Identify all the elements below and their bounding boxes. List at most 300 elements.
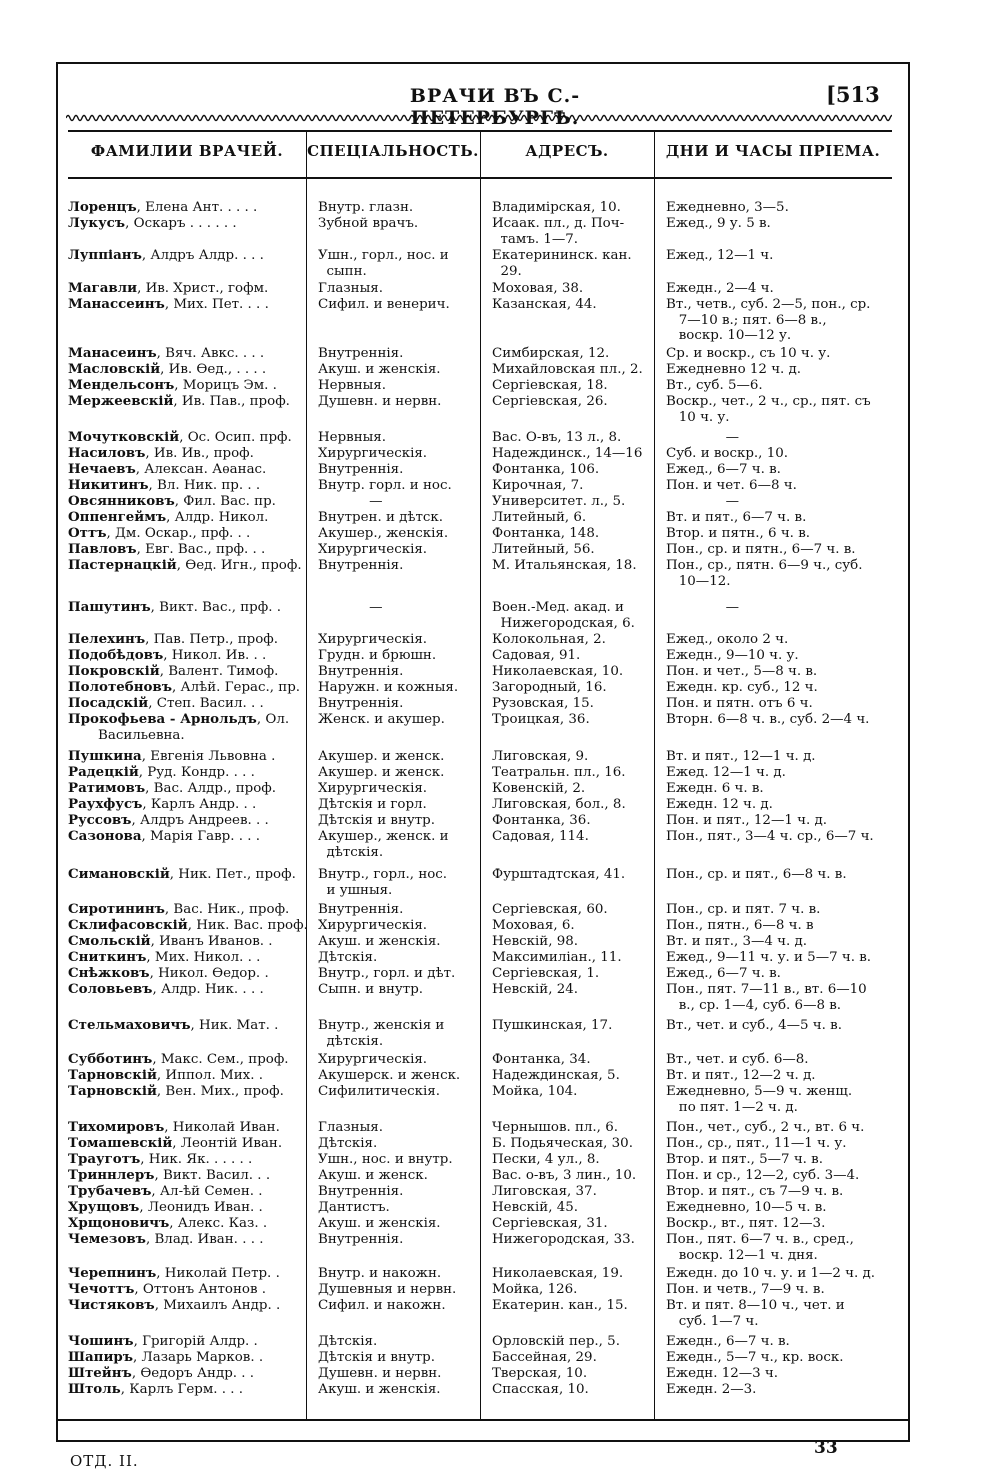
address-line: Фонтанка, 34. — [492, 1052, 591, 1067]
doctor-name — [68, 542, 304, 558]
hours-cell — [666, 680, 898, 696]
doctor-name — [68, 1366, 304, 1382]
address-cell — [492, 346, 652, 362]
doctor-name — [68, 462, 304, 478]
address-line: Фурштадтская, 41. — [492, 867, 626, 882]
address-line: Сергіевская, 1. — [492, 966, 600, 981]
hours-line: Пон. и чет., 5—8 ч. в. — [666, 664, 818, 679]
address-line: Сергіевская, 18. — [492, 378, 608, 393]
column-header-specialty: СПЕЦІАЛЬНОСТЬ. — [307, 142, 479, 160]
address-line: Пески, 4 ул., 8. — [492, 1152, 600, 1167]
specialty-line: Хирургическія. — [318, 781, 428, 796]
hours-line: Вт. и пят., 3—4 ч. д. — [666, 934, 808, 949]
doctor-surname: Триннлеръ — [68, 1167, 155, 1183]
doctor-initials: , Алѣй. Герас., пр. — [172, 680, 301, 695]
address-cell — [492, 918, 652, 934]
hours-line: Пон., пятн., 6—8 ч. в — [666, 918, 814, 933]
hours-line: Ежедн., 6—7 ч. в. — [666, 1334, 790, 1349]
specialty-line: Сифилитическія. — [318, 1084, 440, 1099]
specialty-line: Сыпн. и внутр. — [318, 982, 424, 997]
doctor-surname: Мендельсонъ — [68, 377, 175, 393]
hours-cell — [666, 950, 898, 966]
specialty-cell — [318, 478, 478, 494]
hours-cell — [666, 478, 898, 494]
specialty-cell — [318, 462, 478, 478]
address-cell — [492, 934, 652, 950]
doctor-surname: Оппенгеймъ — [68, 509, 167, 525]
doctor-name — [68, 1068, 304, 1084]
address-cell — [492, 1152, 652, 1168]
hours-cell — [666, 248, 898, 264]
doctor-surname: Сазонова — [68, 828, 142, 844]
address-cell — [492, 813, 652, 829]
address-cell — [492, 781, 652, 797]
doctor-name — [68, 1152, 304, 1168]
address-line: Театральн. пл., 16. — [492, 765, 626, 780]
address-line: Михайловская пл., 2. — [492, 362, 643, 377]
address-line: Владимірская, 10. — [492, 200, 621, 215]
doctor-name — [68, 600, 304, 616]
address-cell — [492, 632, 652, 648]
hours-line: Ежед., 9—11 ч. у. и 5—7 ч. в. — [666, 950, 872, 965]
hours-cell — [666, 542, 898, 558]
specialty-cell — [318, 813, 478, 829]
address-cell — [492, 950, 652, 966]
hours-line: воскр. 12—1 ч. дня. — [666, 1247, 818, 1263]
doctor-name — [68, 1282, 304, 1298]
doctor-name — [68, 430, 304, 446]
address-line: Рузовская, 15. — [492, 696, 594, 711]
doctor-surname: Нечаевъ — [68, 461, 136, 477]
hours-cell — [666, 446, 898, 462]
address-cell — [492, 478, 652, 494]
doctor-name — [68, 1266, 304, 1282]
hours-cell — [666, 1084, 898, 1115]
address-line: Мойка, 126. — [492, 1282, 578, 1297]
hours-line: Пон. и ср., 12—2, суб. 3—4. — [666, 1168, 860, 1183]
specialty-cell — [318, 867, 478, 898]
address-cell — [492, 378, 652, 394]
hours-line: Пон., ср. и пятн., 6—7 ч. в. — [666, 542, 856, 557]
address-cell — [492, 1216, 652, 1232]
address-cell — [492, 765, 652, 781]
hours-line: — — [666, 494, 739, 509]
specialty-cell — [318, 281, 478, 297]
doctor-name — [68, 478, 304, 494]
address-cell — [492, 430, 652, 446]
specialty-cell — [318, 680, 478, 696]
specialty-cell — [318, 950, 478, 966]
specialty-line: Ушн., нос. и внутр. — [318, 1152, 453, 1167]
specialty-cell — [318, 1168, 478, 1184]
address-cell — [492, 526, 652, 542]
specialty-cell — [318, 1334, 478, 1350]
specialty-line: Дѣтскія и внутр. — [318, 813, 435, 828]
doctor-initials: , Лазарь Марков. . — [133, 1350, 264, 1365]
doctor-name — [68, 917, 308, 934]
hours-line: Вт., четв., суб. 2—5, пон., ср. — [666, 297, 871, 312]
hours-cell — [666, 494, 898, 510]
specialty-cell — [318, 966, 478, 982]
doctor-name — [68, 558, 304, 574]
specialty-line: Душевн. и нервн. — [318, 394, 442, 409]
hours-cell — [666, 696, 898, 712]
address-line: Фонтанка, 36. — [492, 813, 591, 828]
hours-line: Ср. и воскр., съ 10 ч. у. — [666, 346, 831, 361]
address-line: Симбирская, 12. — [492, 346, 610, 361]
doctor-name — [68, 1216, 304, 1232]
address-line: Моховая, 6. — [492, 918, 575, 933]
doctor-initials: , Викт. Вас., прф. . — [150, 600, 282, 615]
doctor-surname: Томашевскій — [68, 1135, 173, 1151]
specialty-cell — [318, 1084, 478, 1100]
specialty-cell — [318, 1282, 478, 1298]
specialty-cell — [318, 558, 478, 574]
doctor-surname: Манасеинъ — [68, 345, 157, 361]
doctor-name — [68, 394, 304, 410]
address-cell — [492, 867, 652, 883]
doctor-initials: , Валент. Тимоф. — [159, 664, 279, 679]
specialty-cell — [318, 797, 478, 813]
hours-line: по пят. 1—2 ч. д. — [666, 1099, 798, 1115]
doctor-surname: Трубачевъ — [68, 1183, 152, 1199]
specialty-cell — [318, 781, 478, 797]
hours-line: — — [666, 430, 739, 445]
address-cell — [492, 494, 652, 510]
address-line: Сергіевская, 31. — [492, 1216, 608, 1231]
doctor-name — [68, 867, 304, 883]
doctor-surname: Овсянниковъ — [68, 493, 175, 509]
doctor-surname: Чистяковъ — [68, 1297, 155, 1313]
specialty-line: Хирургическія. — [318, 446, 428, 461]
specialty-cell — [318, 1350, 478, 1366]
address-cell — [492, 510, 652, 526]
doctor-name — [68, 1168, 304, 1184]
doctor-name — [68, 1052, 304, 1068]
hours-cell — [666, 982, 898, 1013]
address-line: Сергіевская, 60. — [492, 902, 608, 917]
address-line: Литейный, 56. — [492, 542, 595, 557]
address-line: Садовая, 114. — [492, 829, 589, 844]
doctor-surname: Лукусъ — [68, 215, 126, 231]
specialty-cell — [318, 1052, 478, 1068]
address-line: М. Итальянская, 18. — [492, 558, 637, 573]
doctor-name — [68, 781, 304, 797]
specialty-cell — [318, 1200, 478, 1216]
doctor-name — [68, 749, 304, 765]
specialty-line: Дантистъ. — [318, 1200, 390, 1215]
address-line: Моховая, 38. — [492, 281, 584, 296]
doctor-surname: Хрущовъ — [68, 1199, 140, 1215]
hours-line: Ежедн. 2—3. — [666, 1382, 757, 1397]
hours-line: Ежедневно, 3—5. — [666, 200, 789, 215]
specialty-cell — [318, 829, 478, 860]
address-cell — [492, 1282, 652, 1298]
address-cell — [492, 829, 652, 845]
address-line: Невскій, 24. — [492, 982, 579, 997]
address-cell — [492, 696, 652, 712]
doctor-surname: Павловъ — [68, 541, 137, 557]
address-line: Лиговская, 37. — [492, 1184, 597, 1199]
hours-line: Ежедн. 6 ч. в. — [666, 781, 764, 796]
specialty-line: Душевныя и нервн. — [318, 1282, 457, 1297]
hours-cell — [666, 1068, 898, 1084]
doctor-surname: Пастернацкій — [68, 557, 177, 573]
specialty-cell — [318, 1018, 478, 1049]
address-line: тамъ. 1—7. — [492, 231, 579, 247]
address-cell — [492, 1350, 652, 1366]
doctor-initials: , Оттонъ Антонов . — [134, 1282, 267, 1297]
doctor-name — [68, 1232, 304, 1248]
specialty-cell — [318, 1366, 478, 1382]
address-line: Троицкая, 36. — [492, 712, 590, 727]
specialty-line: Внутр., женскія и — [318, 1018, 445, 1033]
hours-line: в., ср. 1—4, суб. 6—8 в. — [666, 997, 842, 1013]
doctor-initials: , Алдръ Алдр. . . . — [141, 248, 264, 263]
doctor-name — [68, 1382, 304, 1398]
address-cell — [492, 966, 652, 982]
address-cell — [492, 1084, 652, 1100]
doctor-initials: , Ѳед. Игн., проф. — [176, 558, 302, 573]
hours-cell — [666, 1298, 898, 1329]
doctor-name — [68, 680, 304, 696]
doctor-surname: Мержеевскій — [68, 393, 174, 409]
doctor-name — [68, 934, 304, 950]
doctor-name — [68, 902, 304, 918]
hours-line: 7—10 в.; пят. 6—8 в., — [666, 312, 827, 328]
doctor-name — [68, 216, 304, 232]
hours-cell — [666, 297, 898, 344]
hours-line: Ежедневно 12 ч. д. — [666, 362, 802, 377]
doctor-surname: Черепнинъ — [68, 1265, 157, 1281]
doctor-initials: , Морицъ Эм. . — [174, 378, 277, 393]
doctor-initials: , Григорій Алдр. . — [133, 1334, 258, 1349]
address-cell — [492, 248, 652, 279]
hours-line: Ежедн. 12 ч. д. — [666, 797, 773, 812]
doctor-name — [68, 982, 304, 998]
hours-line: Ежедн. 12—3 ч. — [666, 1366, 779, 1381]
hours-cell — [666, 934, 898, 950]
specialty-line: Дѣтскія. — [318, 1334, 378, 1349]
hours-cell — [666, 797, 898, 813]
address-cell — [492, 216, 652, 247]
doctor-name — [68, 346, 304, 362]
column-header-hours: ДНИ И ЧАСЫ ПРІЕМА. — [665, 142, 881, 160]
hours-cell — [666, 1334, 898, 1350]
hours-line: Ежед., 6—7 ч. в. — [666, 966, 781, 981]
doctor-initials: , Николай Петр. . — [156, 1266, 280, 1281]
doctor-surname: Трауготъ — [68, 1151, 141, 1167]
specialty-line: Внутреннія. — [318, 1232, 404, 1247]
hours-cell — [666, 765, 898, 781]
specialty-line: Сифил. и накожн. — [318, 1298, 446, 1313]
address-cell — [492, 297, 652, 313]
address-cell — [492, 1120, 652, 1136]
specialty-line: Хирургическія. — [318, 918, 428, 933]
doctor-surname: Ратимовъ — [68, 780, 146, 796]
doctor-initials: , Алдръ Андреев. . . — [131, 813, 269, 828]
specialty-cell — [318, 712, 478, 728]
specialty-cell — [318, 362, 478, 378]
hours-line: Втор. и пят., съ 7—9 ч. в. — [666, 1184, 844, 1199]
doctor-surname: Покровскій — [68, 663, 160, 679]
doctor-name — [68, 648, 304, 664]
doctor-initials: , Никол. Ѳедор. . — [149, 966, 269, 981]
address-cell — [492, 1018, 652, 1034]
doctor-initials: , Никол. Ив. . . — [163, 648, 267, 663]
hours-cell — [666, 1168, 898, 1184]
hours-line: Воскр., чет., 2 ч., ср., пят. съ — [666, 394, 871, 409]
specialty-line: Нервныя. — [318, 378, 386, 393]
specialty-cell — [318, 510, 478, 526]
address-cell — [492, 600, 652, 631]
address-cell — [492, 797, 652, 813]
address-line: Исаак. пл., д. Поч- — [492, 216, 625, 231]
doctor-initials: , Карлъ Герм. . . . — [120, 1382, 244, 1397]
doctor-initials: , Леонидъ Иван. . — [139, 1200, 263, 1215]
hours-line: Вторн. 6—8 ч. в., суб. 2—4 ч. — [666, 712, 870, 727]
hours-line: Ежедневно, 5—9 ч. женщ. — [666, 1084, 853, 1099]
hours-cell — [666, 1018, 898, 1034]
hours-cell — [666, 394, 898, 425]
specialty-line: Внутреннія. — [318, 1184, 404, 1199]
specialty-line: Акуш. и женскія. — [318, 1216, 441, 1231]
hours-cell — [666, 966, 898, 982]
doctor-name — [68, 510, 304, 526]
hours-cell — [666, 1136, 898, 1152]
address-cell — [492, 680, 652, 696]
address-cell — [492, 664, 652, 680]
doctor-surname: Насиловъ — [68, 445, 146, 461]
specialty-cell — [318, 494, 478, 510]
doctor-surname: Луппіанъ — [68, 247, 142, 263]
hours-line: Ежед. 12—1 ч. д. — [666, 765, 786, 780]
doctor-initials: , Фил. Вас. пр. — [174, 494, 276, 509]
doctor-initials: , Вяч. Авкс. . . . — [156, 346, 265, 361]
address-cell — [492, 1298, 652, 1314]
hours-line: Пон., чет., суб., 2 ч., вт. 6 ч. — [666, 1120, 865, 1135]
page-title: ВРАЧИ ВЪ С.-ПЕТЕРБУРГѢ. — [409, 85, 581, 129]
doctor-surname: Тихомировъ — [68, 1119, 165, 1135]
address-line: Казанская, 44. — [492, 297, 597, 312]
hours-line: — — [666, 600, 739, 615]
address-cell — [492, 1052, 652, 1068]
hours-cell — [666, 1282, 898, 1298]
specialty-cell — [318, 1120, 478, 1136]
specialty-cell — [318, 430, 478, 446]
specialty-cell — [318, 696, 478, 712]
specialty-line: Акушер., женскія. — [318, 526, 449, 541]
address-line: Пушкинская, 17. — [492, 1018, 613, 1033]
hours-cell — [666, 1350, 898, 1366]
doctor-surname: Сниткинъ — [68, 949, 147, 965]
specialty-line: Грудн. и брюшн. — [318, 648, 437, 663]
specialty-line: дѣтскія. — [318, 844, 384, 860]
hours-line: Пон., пят. 7—11 в., вт. 6—10 — [666, 982, 867, 997]
specialty-line: Внутреннія. — [318, 902, 404, 917]
specialty-cell — [318, 918, 478, 934]
doctor-surname: Смольскій — [68, 933, 151, 949]
doctor-initials: , Карлъ Андр. . . — [142, 797, 257, 812]
doctor-initials: , Ник. Як. . . . . . — [140, 1152, 253, 1167]
doctor-surname: Субботинъ — [68, 1051, 153, 1067]
doctor-surname: Пушкина — [68, 748, 142, 764]
address-line: Надеждинская, 5. — [492, 1068, 620, 1083]
specialty-cell — [318, 297, 478, 313]
specialty-cell — [318, 394, 478, 410]
doctor-name — [68, 813, 304, 829]
specialty-line: Внутр. глазн. — [318, 200, 414, 215]
address-line: Спасская, 10. — [492, 1382, 589, 1397]
address-cell — [492, 982, 652, 998]
specialty-line: Акуш. и женскія. — [318, 934, 441, 949]
hours-line: Суб. и воскр., 10. — [666, 446, 788, 461]
doctor-surname: Подобѣдовъ — [68, 647, 164, 663]
specialty-cell — [318, 664, 478, 680]
hours-cell — [666, 918, 898, 934]
specialty-line: и ушныя. — [318, 882, 393, 898]
address-cell — [492, 200, 652, 216]
doctor-surname: Симановскій — [68, 866, 170, 882]
address-line: Орловскій пер., 5. — [492, 1334, 620, 1349]
doctor-name — [68, 632, 304, 648]
doctor-name — [68, 765, 304, 781]
doctor-initials: , Пав. Петр., проф. — [145, 632, 278, 647]
specialty-cell — [318, 346, 478, 362]
doctor-surname: Штейнъ — [68, 1365, 132, 1381]
doctor-name — [68, 1136, 304, 1152]
doctor-surname: Мочутковскій — [68, 429, 180, 445]
hours-line: Ежедн., 9—10 ч. у. — [666, 648, 799, 663]
hours-line: Вт., суб. 5—6. — [666, 378, 763, 393]
doctor-initials: , Ѳедоръ Андр. . . — [131, 1366, 255, 1381]
address-cell — [492, 1184, 652, 1200]
hours-cell — [666, 1216, 898, 1232]
specialty-cell — [318, 765, 478, 781]
specialty-cell — [318, 600, 478, 616]
doctor-name — [68, 1018, 304, 1034]
hours-line: Втор. и пятн., 6 ч. в. — [666, 526, 810, 541]
doctor-surname: Соловьевъ — [68, 981, 153, 997]
address-cell — [492, 1334, 652, 1350]
hours-line: Ежед., 6—7 ч. в. — [666, 462, 781, 477]
hours-cell — [666, 749, 898, 765]
address-cell — [492, 558, 652, 574]
specialty-line: дѣтскія. — [318, 1033, 384, 1049]
specialty-line: Внутр., горл. и дѣт. — [318, 966, 456, 981]
doctor-initials: , Елена Ант. . . . . — [136, 200, 258, 215]
doctor-name — [68, 378, 304, 394]
hours-cell — [666, 1382, 898, 1398]
address-line: Кирочная, 7. — [492, 478, 584, 493]
specialty-line: Акуш. и женскія. — [318, 362, 441, 377]
address-line: Университет. л., 5. — [492, 494, 626, 509]
specialty-line: Внутр. горл. и нос. — [318, 478, 452, 493]
footer-page-number: 33 — [814, 1438, 838, 1458]
address-line: Загородный, 16. — [492, 680, 607, 695]
address-line: Лиговская, 9. — [492, 749, 589, 764]
doctor-name — [68, 950, 304, 966]
hours-line: 10 ч. у. — [666, 409, 730, 425]
specialty-line: Внутреннія. — [318, 346, 404, 361]
specialty-cell — [318, 1216, 478, 1232]
specialty-line: Хирургическія. — [318, 542, 428, 557]
hours-cell — [666, 216, 898, 232]
address-line: Колокольная, 2. — [492, 632, 606, 647]
specialty-cell — [318, 648, 478, 664]
doctor-initials: , Руд. Кондр. . . . — [138, 765, 255, 780]
hours-cell — [666, 781, 898, 797]
